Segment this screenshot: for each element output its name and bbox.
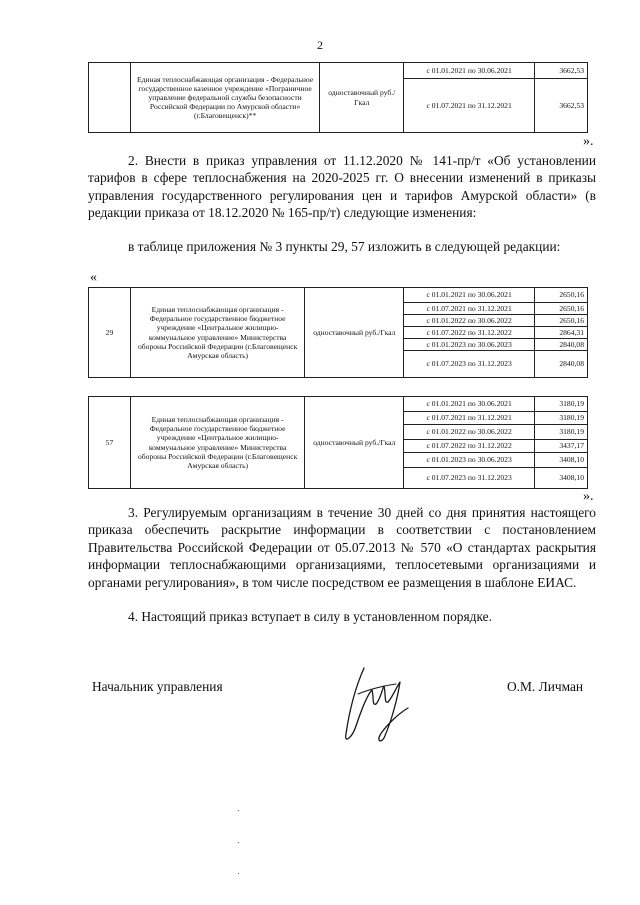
signatory-title: Начальник управления xyxy=(92,679,223,694)
tariff-value: 2650,16 xyxy=(535,303,588,315)
tariff-value: 3180,19 xyxy=(535,425,588,440)
tariff-value: 3662,53 xyxy=(535,79,588,133)
org-name: Единая теплоснабжающая организация - Федеральное государственное бюджетное учреждение «Центральное жилищно-коммунальное управление» Министерства обороны Российской Федерации (г.Благовещенск Амурская область) xyxy=(130,288,305,378)
period: с 01.01.2021 по 30.06.2021 xyxy=(404,63,535,79)
tariff-unit: одноставочный руб./Гкал xyxy=(305,397,404,489)
scan-speck xyxy=(238,873,239,874)
period: с 01.01.2023 по 30.06.2023 xyxy=(404,339,535,351)
tariff-table-29 xyxy=(88,287,588,378)
paragraph-4: 4. Настоящий приказ вступает в силу в установленном порядке. xyxy=(128,609,492,624)
period: с 01.07.2023 по 31.12.2023 xyxy=(404,351,535,378)
tariff-value: 3408,10 xyxy=(535,453,588,468)
period: с 01.07.2021 по 31.12.2021 xyxy=(404,79,535,133)
paragraph-2b: в таблице приложения № 3 пункты 29, 57 изложить в следующей редакции: xyxy=(128,239,561,254)
closing-quote: ». xyxy=(583,134,594,149)
page-number: 2 xyxy=(317,38,323,52)
tariff-value: 3408,10 xyxy=(535,468,588,489)
tariff-unit: одноставочный руб./Гкал xyxy=(305,288,404,378)
period: с 01.01.2021 по 30.06.2021 xyxy=(404,397,535,412)
signatory-name: О.М. Личман xyxy=(507,679,584,694)
opening-quote: « xyxy=(90,270,97,285)
paragraph-2: 2. Внести в приказ управления от 11.12.2020 № 141-пр/т «Об установлении тарифов в сфере теплоснабжения на 2020-2025 гг. О внесении изменений в приказы управления государственного регулирования цен и тарифов Амурской области» (в редакции приказа от 18.12.2020 № 165-пр/т) следующие изменения: xyxy=(88,153,596,221)
tariff-value: 2650,16 xyxy=(535,315,588,327)
paragraph-3: 3. Регулируемым организациям в течение 30 дней со дня принятия настоящего приказа обеспечить раскрытие информации в соответствии с постановлением Правительства Российской Федерации от 05.07.2013 № 570 «О стандартах раскрытия информации теплоснабжающими организациями, теплосетевыми организациями и органами регулирования», в том числе посредством ее размещения в шаблоне ЕИАС. xyxy=(88,505,596,590)
period: с 01.07.2021 по 31.12.2021 xyxy=(404,303,535,315)
tariff-value: 3180,19 xyxy=(535,412,588,425)
tariff-value: 3437,17 xyxy=(535,440,588,453)
period: с 01.07.2022 по 31.12.2022 xyxy=(404,327,535,339)
period: с 01.01.2023 по 30.06.2023 xyxy=(404,453,535,468)
tariff-value: 2650,16 xyxy=(535,288,588,303)
period: с 01.07.2023 по 31.12.2023 xyxy=(404,468,535,489)
row-number: 57 xyxy=(89,397,131,489)
tariff-value: 2840,08 xyxy=(535,339,588,351)
tariff-table-continued xyxy=(88,62,588,133)
tariff-table-57 xyxy=(88,396,588,489)
org-name: Единая теплоснабжающая организация - Федеральное государственное бюджетное учреждение «Центральное жилищно-коммунальное управление» Министерства обороны Российской Федерации (г.Благовещенск Амурская область) xyxy=(130,397,305,489)
period: с 01.01.2021 по 30.06.2021 xyxy=(404,288,535,303)
tariff-value: 3662,53 xyxy=(535,63,588,79)
tariff-value: 3180,19 xyxy=(535,397,588,412)
scan-speck xyxy=(238,842,239,843)
tariff-value: 2840,08 xyxy=(535,351,588,378)
tariff-value: 2864,31 xyxy=(535,327,588,339)
scan-speck xyxy=(238,810,239,811)
closing-quote: ». xyxy=(583,489,594,504)
period: с 01.01.2022 по 30.06.2022 xyxy=(404,425,535,440)
tariff-unit: одноставочный руб./Гкал xyxy=(320,63,404,133)
period: с 01.07.2022 по 31.12.2022 xyxy=(404,440,535,453)
table-cell-num xyxy=(89,63,131,133)
org-name: Единая теплоснабжающая организация - Федеральное государственное казенное учреждение «Пограничное управление федеральной службы безопасности Российской Федерации по Амурской области» (г.Благовещенск)** xyxy=(130,63,320,133)
period: с 01.07.2021 по 31.12.2021 xyxy=(404,412,535,425)
period: с 01.01.2022 по 30.06.2022 xyxy=(404,315,535,327)
handwritten-signature xyxy=(338,664,416,746)
row-number: 29 xyxy=(89,288,131,378)
